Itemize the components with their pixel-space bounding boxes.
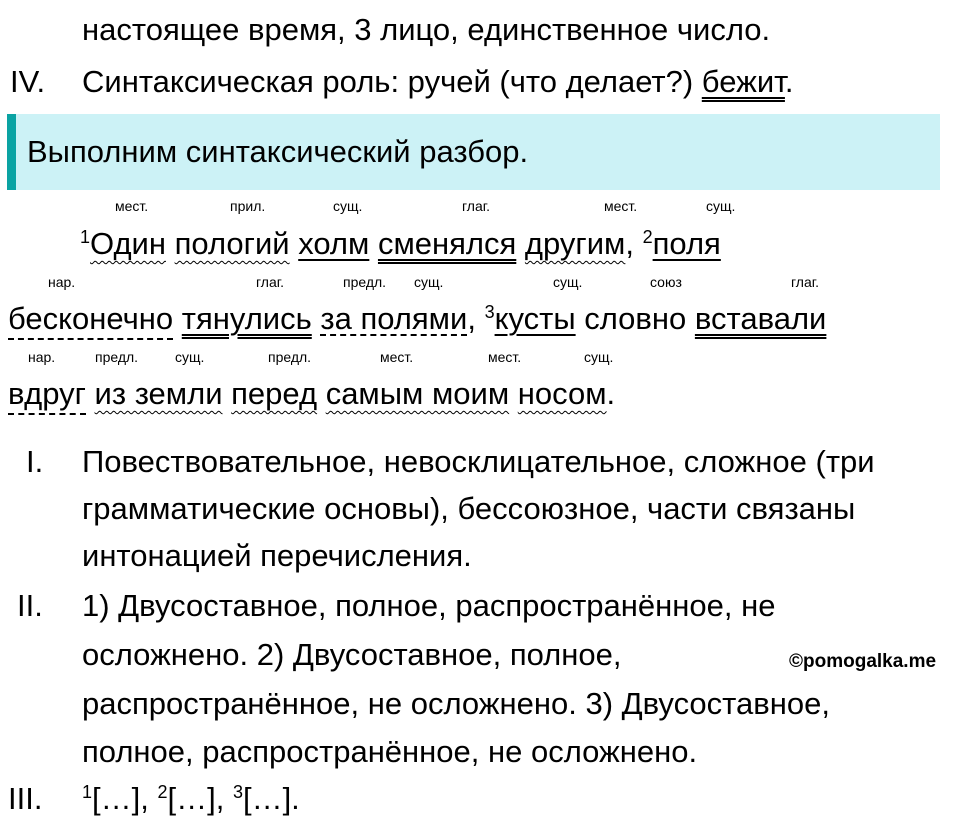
pos-label: союз — [650, 274, 682, 290]
pos-label: мест. — [488, 349, 522, 365]
pos-label: нар. — [48, 274, 76, 290]
analysis-line: распространённое, не осложнено. 3) Двусоставное, — [82, 686, 830, 721]
pos-label: нар. — [28, 349, 56, 365]
pos-label: сущ. — [333, 198, 363, 214]
pos-label: предл. — [95, 349, 139, 365]
pos-label: глаг. — [256, 274, 285, 290]
clause-number: 3 — [232, 782, 243, 802]
pos-label: мест. — [380, 349, 414, 365]
item-number-iv: IV. — [10, 64, 46, 99]
pos-label: предл. — [343, 274, 387, 290]
section-header — [7, 114, 940, 190]
scheme-part: […]. — [242, 781, 300, 816]
predicate-word: бежит — [701, 64, 785, 99]
word-beskonechno: бесконечно — [8, 301, 173, 340]
clause-number: 2 — [157, 782, 168, 802]
scheme-part: […], — [92, 781, 158, 816]
word-drugim: другим — [524, 226, 626, 261]
comma: , — [625, 226, 634, 261]
pos-label: сущ. — [584, 349, 614, 365]
analysis-line: грамматические основы), бессоюзное, части связаны — [82, 491, 856, 526]
word-pologiy: пологий — [174, 226, 290, 261]
clause-number: 2 — [642, 227, 653, 247]
word-odin: Один — [90, 226, 166, 261]
word-za-polyami: за полями — [320, 301, 468, 336]
syntactic-role-line — [82, 62, 794, 102]
word-iz-zemli: из земли — [94, 376, 223, 411]
word-smenyalsya: сменялся — [377, 226, 517, 261]
word-pered: перед — [231, 376, 318, 411]
pos-label: сущ. — [553, 274, 583, 290]
word-kusty: кусты — [494, 301, 576, 336]
pos-label: глаг. — [791, 274, 820, 290]
word-slovno: словно — [584, 301, 687, 336]
section-title: Выполним синтаксический разбор. — [27, 134, 529, 169]
pos-label: сущ. — [175, 349, 205, 365]
pos-label: сущ. — [706, 198, 736, 214]
pos-label: глаг. — [462, 198, 491, 214]
clause-number: 1 — [82, 782, 93, 802]
word-polya: поля — [652, 226, 721, 261]
sentence-line-1 — [80, 224, 721, 264]
analysis-line: 1) Двусоставное, полное, распространённое, не — [82, 588, 776, 623]
clause-number: 3 — [484, 302, 495, 322]
scheme-part: […], — [167, 781, 233, 816]
item-number-iii: III. — [8, 781, 43, 816]
sentence-line-3 — [8, 374, 615, 414]
analysis-line: полное, распространённое, не осложнено. — [82, 734, 698, 769]
pos-label: прил. — [230, 198, 266, 214]
pos-label: сущ. — [414, 274, 444, 290]
pos-label: мест. — [115, 198, 149, 214]
pos-label: предл. — [268, 349, 312, 365]
word-vdrug: вдруг — [8, 376, 86, 415]
watermark: ©pomogalka.me — [789, 651, 937, 672]
analysis-line: интонацией перечисления. — [82, 538, 472, 573]
word-nosom: носом — [517, 376, 607, 411]
syntactic-role-text: Синтаксическая роль: ручей (что делает?) — [82, 64, 702, 99]
item-number-i: I. — [26, 444, 44, 479]
analysis-line: Повествовательное, невосклицательное, сложное (три — [82, 444, 875, 479]
header-accent-bar — [7, 114, 16, 190]
clause-number: 1 — [80, 227, 91, 247]
item-number-ii: II. — [17, 588, 43, 623]
word-samym-moim: самым моим — [325, 376, 510, 411]
comma: , — [467, 301, 476, 336]
analysis-line: осложнено. 2) Двусоставное, полное, — [82, 637, 622, 672]
period: . — [784, 64, 794, 99]
period: . — [606, 376, 616, 411]
continued-line: настоящее время, 3 лицо, единственное число. — [82, 12, 771, 47]
sentence-line-2 — [8, 299, 826, 339]
word-holm: холм — [298, 226, 370, 261]
word-tyanulis: тянулись — [181, 301, 312, 336]
pos-label: мест. — [604, 198, 638, 214]
word-vstavali: вставали — [694, 301, 827, 336]
clause-scheme — [82, 779, 300, 819]
